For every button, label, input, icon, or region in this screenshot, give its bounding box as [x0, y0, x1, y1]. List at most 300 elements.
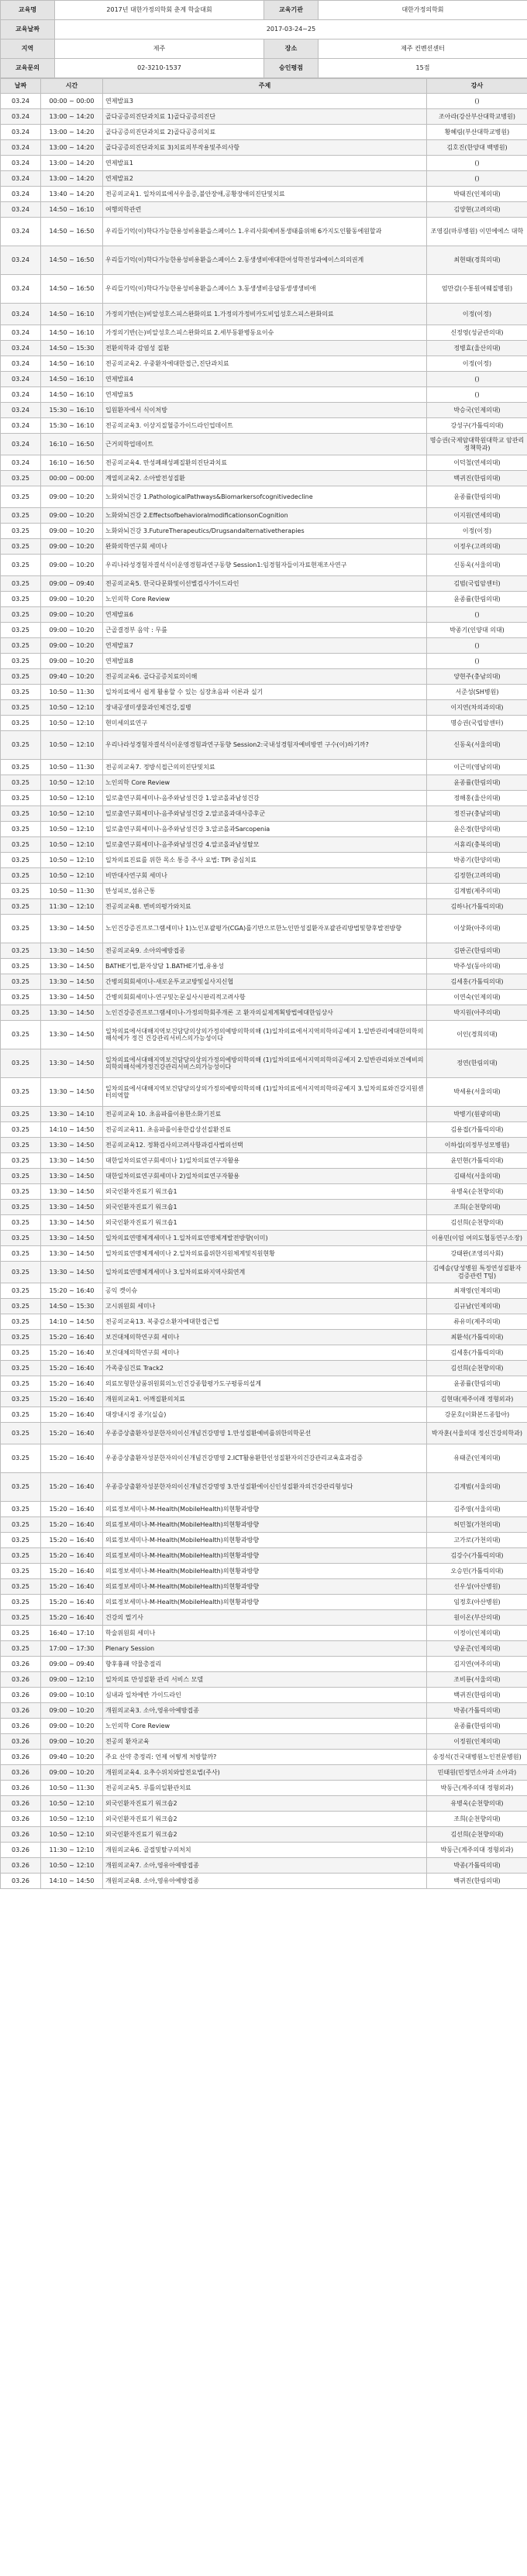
- table-row: [1, 455, 527, 471]
- schedule-time: 11:30 ~ 12:10: [41, 899, 103, 915]
- schedule-speaker: 양윤준(인제의대): [427, 1641, 527, 1657]
- schedule-topic: 전공의 환자교육: [103, 1734, 427, 1750]
- schedule-topic: 건강의 멀기사: [103, 1610, 427, 1626]
- schedule-topic: 의료정보세미나-M-Health(MobileHealth)의현황과방향: [103, 1533, 427, 1548]
- table-row: [1, 1579, 527, 1595]
- schedule-date: 03.25: [1, 1376, 41, 1392]
- schedule-time: 15:20 ~ 16:40: [41, 1345, 103, 1361]
- schedule-date: 03.25: [1, 731, 41, 760]
- schedule-date: 03.25: [1, 1153, 41, 1169]
- schedule-topic: 연제발표2: [103, 171, 427, 187]
- schedule-time: 13:30 ~ 14:50: [41, 943, 103, 959]
- table-row: [1, 275, 527, 304]
- schedule-date: 03.25: [1, 1595, 41, 1610]
- schedule-topic: 의료정보세미나-M-Health(MobileHealth)의현황과방향: [103, 1517, 427, 1533]
- schedule-topic: 일차의료 만성질환 관리 서비스 모델: [103, 1672, 427, 1688]
- schedule-topic: 개원의교육4. 요추수위치와압전요법(주사): [103, 1765, 427, 1781]
- schedule-time: 13:30 ~ 14:50: [41, 1246, 103, 1262]
- table-row: [1, 1688, 527, 1703]
- table-row: [1, 1138, 527, 1153]
- schedule-speaker: 윤종률(한림의대): [427, 1719, 527, 1734]
- schedule-date: 03.25: [1, 915, 41, 943]
- schedule-topic: 전공의교육9. 소아의예방접종: [103, 943, 427, 959]
- schedule-time: 13:30 ~ 14:50: [41, 1049, 103, 1078]
- schedule-speaker: 서휴리(충북의대): [427, 837, 527, 853]
- schedule-time: 15:20 ~ 16:40: [41, 1564, 103, 1579]
- table-row: [1, 109, 527, 125]
- schedule-speaker: 윤종률(한림의대): [427, 775, 527, 791]
- schedule-time: 13:30 ~ 14:50: [41, 1078, 103, 1107]
- schedule-speaker: 이정이(인제의대): [427, 1626, 527, 1641]
- schedule-topic: 개원의교육3. 소아,영유아예방접종: [103, 1703, 427, 1719]
- table-row: [1, 524, 527, 539]
- schedule-topic: 간병의회회세미나-연구및논문실사시판리적고려사항: [103, 990, 427, 1005]
- info-label: 장소: [264, 39, 319, 59]
- table-row: [1, 638, 527, 654]
- schedule-date: 03.26: [1, 1703, 41, 1719]
- table-row: [1, 403, 527, 418]
- schedule-time: 10:50 ~ 12:10: [41, 853, 103, 868]
- schedule-date: 03.24: [1, 156, 41, 171]
- schedule-time: 15:20 ~ 16:40: [41, 1283, 103, 1299]
- schedule-speaker: 강성구(가톨릭의대): [427, 418, 527, 434]
- schedule-time: 09:00 ~ 10:20: [41, 623, 103, 638]
- schedule-date: 03.26: [1, 1688, 41, 1703]
- table-row: [1, 372, 527, 387]
- schedule-time: 15:30 ~ 16:10: [41, 418, 103, 434]
- table-row: [1, 1517, 527, 1533]
- schedule-time: 09:00 ~ 10:20: [41, 524, 103, 539]
- schedule-topic: 연제발표6: [103, 607, 427, 623]
- schedule-topic: 전공의교육11. 초음파를이용한갑상선질환진료: [103, 1122, 427, 1138]
- schedule-topic: 개원의교육1. 어깨질환의치료: [103, 1392, 427, 1407]
- schedule-speaker: 박승국(인제의대): [427, 403, 527, 418]
- table-row: [1, 1078, 527, 1107]
- schedule-topic: 대한일차의료연구회세미나 2)일차의료연구자활용: [103, 1169, 427, 1184]
- schedule-time: 15:20 ~ 16:40: [41, 1502, 103, 1517]
- schedule-speaker: 신동욱(서울의대): [427, 555, 527, 576]
- table-row: [1, 1314, 527, 1330]
- schedule-topic: 노인건강증진프로그램세미나 1)노인포괄평가(CGA)를기반으로한노인만성질환자포괄관리방법및향후발전방향: [103, 915, 427, 943]
- schedule-time: 10:50 ~ 12:10: [41, 731, 103, 760]
- schedule-speaker: 류유미(제주의대): [427, 1314, 527, 1330]
- schedule-date: 03.26: [1, 1672, 41, 1688]
- schedule-topic: 전공의교육6. 골다공증치료의이해: [103, 669, 427, 685]
- info-row: [1, 20, 527, 39]
- schedule-speaker: 이덕철(연세의대): [427, 455, 527, 471]
- schedule-time: 14:50 ~ 15:30: [41, 341, 103, 356]
- table-row: [1, 1812, 527, 1827]
- schedule-date: 03.25: [1, 1533, 41, 1548]
- info-label: 승인평점: [264, 59, 319, 78]
- schedule-speaker: 이정(이정): [427, 304, 527, 325]
- schedule-speaker: 임정호(아산병원): [427, 1595, 527, 1610]
- schedule-topic: 일로출연구회세미나-음주와남성건강 1.알코올과남성건강: [103, 791, 427, 806]
- schedule-date: 03.26: [1, 1812, 41, 1827]
- schedule-speaker: 조아라(강산부산대학교병원): [427, 109, 527, 125]
- schedule-topic: 외국인환자진료기 워크숍2: [103, 1812, 427, 1827]
- table-row: [1, 471, 527, 486]
- schedule-speaker: (): [427, 638, 527, 654]
- schedule-date: 03.25: [1, 959, 41, 974]
- schedule-time: 13:00 ~ 14:20: [41, 125, 103, 140]
- schedule-date: 03.25: [1, 1005, 41, 1021]
- schedule-date: 03.25: [1, 1200, 41, 1215]
- schedule-topic: 가정의기반(는)비알성호스피스완화의료 1.가정의가정비카도비입성호스피스완화의료: [103, 304, 427, 325]
- table-row: [1, 1122, 527, 1138]
- table-row: [1, 1502, 527, 1517]
- schedule-topic: 전공의교육2. 우중환자에대한접근,진단과치료: [103, 356, 427, 372]
- schedule-time: 13:30 ~ 14:50: [41, 990, 103, 1005]
- schedule-topic: 전공의교육3. 이상지질혈증가이드라인업데이트: [103, 418, 427, 434]
- schedule-date: 03.25: [1, 868, 41, 884]
- schedule-speaker: 이용민(이엄 여의도협동연구소장): [427, 1231, 527, 1246]
- table-row: [1, 837, 527, 853]
- schedule-time: 10:50 ~ 12:10: [41, 791, 103, 806]
- schedule-speaker: 김계범(제주의대): [427, 884, 527, 899]
- schedule-date: 03.25: [1, 1078, 41, 1107]
- schedule-time: 15:30 ~ 16:10: [41, 403, 103, 418]
- schedule-date: 03.25: [1, 669, 41, 685]
- schedule-speaker: 최현태(경희의대): [427, 246, 527, 275]
- schedule-speaker: 박자훈(서울의대 정신건강의학과): [427, 1423, 527, 1444]
- schedule-topic: 우리들기억(이)학다가능한용성비용환을스페이스 3.동생생비응답동생생생비애: [103, 275, 427, 304]
- schedule-speaker: 김용접(가톨릭의대): [427, 1122, 527, 1138]
- table-row: [1, 140, 527, 156]
- schedule-time: 13:30 ~ 14:50: [41, 1153, 103, 1169]
- schedule-speaker: (): [427, 387, 527, 403]
- schedule-date: 03.24: [1, 418, 41, 434]
- info-value: 제주: [55, 39, 264, 59]
- schedule-speaker: 정진규(충남의대): [427, 806, 527, 822]
- schedule-speaker: 윤은경(한양의대): [427, 822, 527, 837]
- schedule-date: 03.25: [1, 1407, 41, 1423]
- schedule-speaker: 정병효(울산의대): [427, 341, 527, 356]
- table-row: [1, 1765, 527, 1781]
- table-row: [1, 1750, 527, 1765]
- schedule-topic: 연제발표1: [103, 156, 427, 171]
- schedule-topic: 연제발표7: [103, 638, 427, 654]
- schedule-time: 15:20 ~ 16:40: [41, 1361, 103, 1376]
- schedule-time: 15:20 ~ 16:40: [41, 1548, 103, 1564]
- table-row: [1, 341, 527, 356]
- schedule-speaker: 이정(이정): [427, 524, 527, 539]
- schedule-time: 14:50 ~ 16:10: [41, 387, 103, 403]
- schedule-date: 03.25: [1, 1122, 41, 1138]
- schedule-time: 09:00 ~ 10:20: [41, 486, 103, 508]
- table-row: [1, 1184, 527, 1200]
- schedule-date: 03.24: [1, 275, 41, 304]
- schedule-topic: 노화와뇌건강 1.PathologicalPathways&Biomarkersofcognitivedecline: [103, 486, 427, 508]
- table-row: [1, 508, 527, 524]
- schedule-topic: 연제발표3: [103, 94, 427, 109]
- schedule-date: 03.26: [1, 1796, 41, 1812]
- schedule-speaker: 박동근(계주의대 정형외과): [427, 1843, 527, 1858]
- schedule-speaker: 허민철(가천의대): [427, 1517, 527, 1533]
- schedule-topic: 학술위원회 세미나: [103, 1626, 427, 1641]
- schedule-speaker: 오승민(가톨릭의대): [427, 1564, 527, 1579]
- table-row: [1, 1231, 527, 1246]
- schedule-topic: 전공의교육8. 변비의평가와치료: [103, 899, 427, 915]
- schedule-topic: 우리나라성경험자결석식이운영경험과연구동향 Session1:임경험자들이자료현재조사연구: [103, 555, 427, 576]
- schedule-time: 13:40 ~ 14:20: [41, 187, 103, 202]
- schedule-date: 03.25: [1, 638, 41, 654]
- schedule-speaker: 김태석(서울의대): [427, 1169, 527, 1184]
- table-row: [1, 959, 527, 974]
- schedule-time: 14:50 ~ 16:10: [41, 356, 103, 372]
- schedule-date: 03.25: [1, 576, 41, 592]
- schedule-date: 03.25: [1, 791, 41, 806]
- table-row: [1, 791, 527, 806]
- schedule-time: 09:00 ~ 10:10: [41, 1688, 103, 1703]
- table-row: [1, 218, 527, 246]
- schedule-date: 03.25: [1, 899, 41, 915]
- schedule-date: 03.24: [1, 403, 41, 418]
- schedule-date: 03.24: [1, 372, 41, 387]
- schedule-speaker: 명승권(국립암센터): [427, 716, 527, 731]
- schedule-topic: 전공의교육5. 루틀의일환관치료: [103, 1781, 427, 1796]
- schedule-time: 10:50 ~ 12:10: [41, 775, 103, 791]
- schedule-time: 13:30 ~ 14:50: [41, 1231, 103, 1246]
- schedule-time: 09:00 ~ 09:40: [41, 1657, 103, 1672]
- table-row: [1, 1672, 527, 1688]
- table-row: [1, 1564, 527, 1579]
- table-row: [1, 1376, 527, 1392]
- schedule-date: 03.25: [1, 1564, 41, 1579]
- schedule-date: 03.24: [1, 187, 41, 202]
- table-row: [1, 1533, 527, 1548]
- schedule-speaker: 백귀진(한림의대): [427, 471, 527, 486]
- schedule-speaker: 이지연(차의과의대): [427, 700, 527, 716]
- schedule-topic: 대장내시경 종기(실습): [103, 1407, 427, 1423]
- schedule-table: [0, 78, 527, 1889]
- table-row: [1, 1734, 527, 1750]
- schedule-topic: 노인건강증진프로그램세미나-가정의학회주개론 고 환자의실제계획방법에대한임상사: [103, 1005, 427, 1021]
- table-row: [1, 775, 527, 791]
- schedule-topic: 일로출연구회세미나-음주와남성건강 2.알코올과대사증후군: [103, 806, 427, 822]
- schedule-speaker: 김규남(인제의대): [427, 1299, 527, 1314]
- table-row: [1, 669, 527, 685]
- schedule-topic: 전공의교육7. 정방식접근의의진단및치료: [103, 760, 427, 775]
- schedule-time: 10:50 ~ 12:10: [41, 837, 103, 853]
- schedule-time: 15:20 ~ 16:40: [41, 1610, 103, 1626]
- schedule-date: 03.25: [1, 508, 41, 524]
- table-row: [1, 1423, 527, 1444]
- schedule-date: 03.25: [1, 1184, 41, 1200]
- schedule-topic: 개원의교육6. 골절및탈구의처치: [103, 1843, 427, 1858]
- schedule-time: 10:50 ~ 12:10: [41, 700, 103, 716]
- schedule-topic: 전공의교육4. 만성폐쇄성폐질환의진단과치료: [103, 455, 427, 471]
- schedule-time: 14:10 ~ 14:50: [41, 1122, 103, 1138]
- schedule-speaker: 이상화(아주의대): [427, 915, 527, 943]
- table-row: [1, 1021, 527, 1049]
- schedule-time: 13:30 ~ 14:50: [41, 1169, 103, 1184]
- schedule-time: 09:00 ~ 10:20: [41, 607, 103, 623]
- schedule-time: 14:10 ~ 14:50: [41, 1314, 103, 1330]
- schedule-date: 03.25: [1, 486, 41, 508]
- schedule-topic: 개원의교육8. 소아,영유아예방접종: [103, 1874, 427, 1889]
- schedule-topic: 의료정보세미나-M-Health(MobileHealth)의현황과방향: [103, 1548, 427, 1564]
- header-topic: 주제: [103, 79, 427, 94]
- schedule-speaker: 최재영(인제의대): [427, 1283, 527, 1299]
- schedule-time: 13:30 ~ 14:50: [41, 1184, 103, 1200]
- schedule-speaker: (): [427, 372, 527, 387]
- schedule-topic: 의료정보세미나-M-Health(MobileHealth)의현황과방향: [103, 1564, 427, 1579]
- schedule-date: 03.25: [1, 1517, 41, 1533]
- table-row: [1, 1262, 527, 1283]
- table-row: [1, 1626, 527, 1641]
- schedule-speaker: 김세홍(가톨릭의대): [427, 1345, 527, 1361]
- schedule-time: 14:10 ~ 14:50: [41, 1874, 103, 1889]
- schedule-time: 09:40 ~ 10:20: [41, 1750, 103, 1765]
- schedule-time: 13:30 ~ 14:50: [41, 959, 103, 974]
- schedule-topic: 노인의학 Core Review: [103, 1719, 427, 1734]
- schedule-date: 03.25: [1, 884, 41, 899]
- schedule-speaker: (): [427, 171, 527, 187]
- schedule-topic: 노인의학 Core Review: [103, 592, 427, 607]
- schedule-date: 03.25: [1, 990, 41, 1005]
- schedule-date: 03.25: [1, 1502, 41, 1517]
- schedule-topic: 연제발표4: [103, 372, 427, 387]
- table-row: [1, 434, 527, 455]
- schedule-time: 10:50 ~ 11:30: [41, 1781, 103, 1796]
- schedule-date: 03.25: [1, 760, 41, 775]
- schedule-date: 03.26: [1, 1843, 41, 1858]
- table-row: [1, 1153, 527, 1169]
- schedule-topic: 가족중심건료 Track2: [103, 1361, 427, 1376]
- schedule-time: 13:00 ~ 14:20: [41, 109, 103, 125]
- schedule-topic: 전공의교육 10. 초음파를이용한소화기진료: [103, 1107, 427, 1122]
- schedule-topic: 일로출연구회세미나-음주와남성건강 3.알코올과Sarcopenia: [103, 822, 427, 837]
- schedule-time: 09:00 ~ 10:20: [41, 539, 103, 555]
- schedule-topic: 대한일차의료연구회세미나 1)일차의료연구자활용: [103, 1153, 427, 1169]
- schedule-time: 15:20 ~ 16:40: [41, 1392, 103, 1407]
- schedule-speaker: 김강수(가톨릭의대): [427, 1548, 527, 1564]
- schedule-time: 14:50 ~ 16:10: [41, 304, 103, 325]
- info-value: 15점: [319, 59, 527, 78]
- table-row: [1, 1049, 527, 1078]
- schedule-date: 03.26: [1, 1750, 41, 1765]
- schedule-speaker: 김세홍(가톨릭의대): [427, 974, 527, 990]
- table-row: [1, 990, 527, 1005]
- schedule-speaker: 원이온(부산의대): [427, 1610, 527, 1626]
- schedule-topic: 전공의교육1. 일차의료에서우울증,불안장애,공황장애의진단및치료: [103, 187, 427, 202]
- schedule-speaker: 최환석(가톨릭의대): [427, 1330, 527, 1345]
- schedule-time: 10:50 ~ 11:30: [41, 760, 103, 775]
- schedule-topic: 전공의교육13. 복중감소환자에대한접근법: [103, 1314, 427, 1330]
- schedule-date: 03.26: [1, 1874, 41, 1889]
- schedule-date: 03.25: [1, 524, 41, 539]
- table-row: [1, 1719, 527, 1734]
- table-row: [1, 171, 527, 187]
- schedule-topic: 일차의료에서대해지역보건담당의상의가정의예방의학의해 (1)일차의료에서지역의학의공예지 2.일반관리와보건예비의의학의해석에가정건강관리서비스의가능성이다: [103, 1049, 427, 1078]
- schedule-date: 03.24: [1, 325, 41, 341]
- table-row: [1, 1657, 527, 1672]
- schedule-time: 13:00 ~ 14:20: [41, 171, 103, 187]
- schedule-topic: 여행의학관련: [103, 202, 427, 218]
- schedule-time: 09:00 ~ 10:20: [41, 1765, 103, 1781]
- schedule-date: 03.25: [1, 1423, 41, 1444]
- schedule-date: 03.24: [1, 94, 41, 109]
- schedule-date: 03.25: [1, 592, 41, 607]
- schedule-time: 15:20 ~ 16:40: [41, 1517, 103, 1533]
- schedule-date: 03.25: [1, 1345, 41, 1361]
- schedule-time: 14:50 ~ 16:50: [41, 218, 103, 246]
- schedule-date: 03.24: [1, 109, 41, 125]
- schedule-date: 03.25: [1, 685, 41, 700]
- schedule-topic: 일차의료진료를 위한 목소 통증 주사 요법: TPI 중심치료: [103, 853, 427, 868]
- schedule-topic: 일차의료에서대해지역보건담당의상의가정의예방의학의해 (1)일차의료에서지역의학의공예지 1.일반관리에대한의학의해석에가 정건 건강관리서비스의가능성이다: [103, 1021, 427, 1049]
- schedule-topic: 일차의료에서 쉽게 활용할 수 있는 심장초음파 이론과 실기: [103, 685, 427, 700]
- schedule-time: 00:00 ~ 00:00: [41, 94, 103, 109]
- table-row: [1, 1548, 527, 1564]
- schedule-topic: 입원환자에서 식이처방: [103, 403, 427, 418]
- schedule-speaker: 박종기(인양대 의대): [427, 623, 527, 638]
- table-row: [1, 884, 527, 899]
- header-time: 시간: [41, 79, 103, 94]
- schedule-date: 03.24: [1, 171, 41, 187]
- schedule-topic: 비만대사연구회 세미나: [103, 868, 427, 884]
- schedule-topic: 외국인환자진료기 워크숍1: [103, 1200, 427, 1215]
- schedule-time: 09:00 ~ 10:20: [41, 592, 103, 607]
- schedule-time: 15:20 ~ 16:40: [41, 1473, 103, 1502]
- schedule-date: 03.25: [1, 775, 41, 791]
- schedule-time: 13:30 ~ 14:10: [41, 1107, 103, 1122]
- schedule-time: 14:50 ~ 16:50: [41, 275, 103, 304]
- schedule-topic: 의료정보세미나-M-Health(MobileHealth)의현황과방향: [103, 1595, 427, 1610]
- schedule-topic: BATHE기법,환자상담 1.BATHE기법,유용성: [103, 959, 427, 974]
- table-row: [1, 915, 527, 943]
- schedule-speaker: 정해홍(울산의대): [427, 791, 527, 806]
- table-row: [1, 1361, 527, 1376]
- schedule-speaker: (): [427, 156, 527, 171]
- schedule-time: 10:50 ~ 12:10: [41, 1858, 103, 1874]
- schedule-topic: 보건대체의학연구회 세미나: [103, 1345, 427, 1361]
- schedule-date: 03.26: [1, 1827, 41, 1843]
- schedule-speaker: 박종기(한양의대): [427, 853, 527, 868]
- schedule-speaker: 유병욱(순천향의대): [427, 1796, 527, 1812]
- table-row: [1, 418, 527, 434]
- schedule-header-row: [1, 79, 527, 94]
- schedule-speaker: 강태완(조영의사회): [427, 1246, 527, 1262]
- schedule-date: 03.25: [1, 1138, 41, 1153]
- schedule-topic: 우종증상출환자성분한자의이신개념건강명영 1.만성질환예비를위한의학문선: [103, 1423, 427, 1444]
- schedule-speaker: 김주영(서울의대): [427, 1502, 527, 1517]
- schedule-time: 10:50 ~ 12:10: [41, 868, 103, 884]
- schedule-date: 03.25: [1, 471, 41, 486]
- table-row: [1, 1796, 527, 1812]
- schedule-speaker: 이정원(인제의대): [427, 1734, 527, 1750]
- schedule-date: 03.25: [1, 1215, 41, 1231]
- schedule-time: 16:10 ~ 16:50: [41, 434, 103, 455]
- info-label: 교육문의: [1, 59, 55, 78]
- schedule-date: 03.24: [1, 341, 41, 356]
- schedule-time: 13:30 ~ 14:50: [41, 1200, 103, 1215]
- table-row: [1, 325, 527, 341]
- schedule-time: 10:50 ~ 12:10: [41, 716, 103, 731]
- info-value: 2017년 대한가정의학회 춘계 학술대회: [55, 1, 264, 20]
- table-row: [1, 623, 527, 638]
- schedule-topic: 주요 산약 총정리: 언제 어떻게 처방할까?: [103, 1750, 427, 1765]
- table-row: [1, 1858, 527, 1874]
- schedule-speaker: 고가로(가천의대): [427, 1533, 527, 1548]
- schedule-speaker: 김호진(한양대 백병원): [427, 140, 527, 156]
- schedule-time: 10:50 ~ 12:10: [41, 1796, 103, 1812]
- table-row: [1, 1283, 527, 1299]
- schedule-time: 13:00 ~ 14:20: [41, 140, 103, 156]
- schedule-time: 00:00 ~ 00:00: [41, 471, 103, 486]
- table-row: [1, 156, 527, 171]
